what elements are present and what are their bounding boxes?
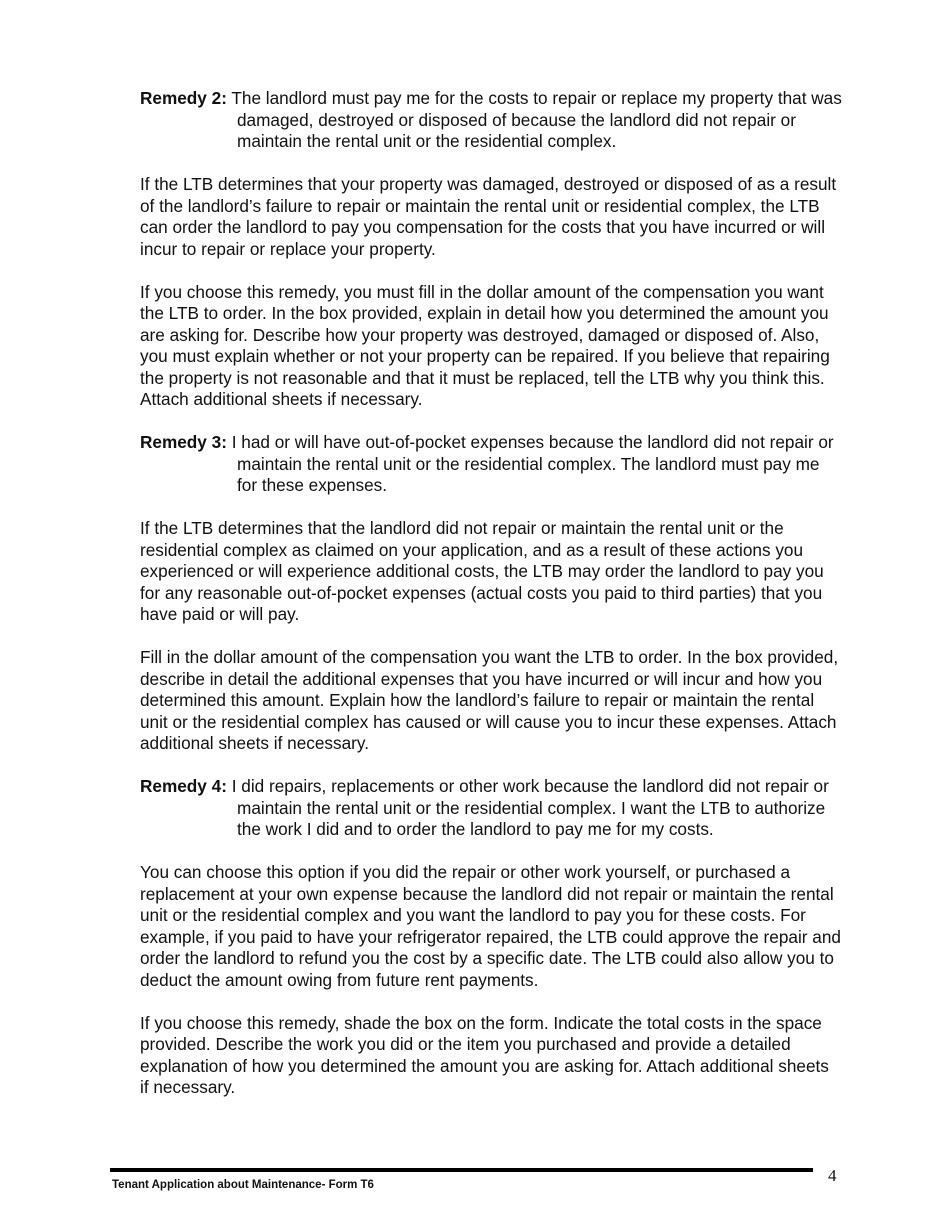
remedy-4-paragraph-2: If you choose this remedy, shade the box on the form. Indicate the total costs in the space provided. Describe the work you did or the item you purchased and provide a detailed explanation of how you determined the amount you are asking for. Attach additional sheets if necessary. (140, 1012, 829, 1097)
remedy-3 (140, 432, 842, 497)
page-number: 4 (828, 1166, 837, 1185)
remedy-2-paragraph-2: If you choose this remedy, you must fill in the dollar amount of the compensation you want the LTB to order. In the box provided, explain in detail how you determined the amount you are asking for. Describe how your property was destroyed, damaged or disposed of. Also, you must explain whether or not your property can be repaired. If you believe that repairing the property is not reasonable and that it must be replaced, tell the LTB why you think this. Attach additional sheets if necessary. (140, 281, 830, 409)
remedy-2 (140, 88, 842, 153)
remedy-3-paragraph-2: Fill in the dollar amount of the compensation you want the LTB to order. In the box provided, describe in detail the additional expenses that you have incurred or will incur and how you determined this amount. Explain how the landlord’s failure to repair or maintain the rental unit or the residential complex has caused or will cause you to incur these expenses. Attach additional sheets if necessary. (140, 647, 839, 753)
remedy-2-text: The landlord must pay me for the costs to repair or replace my property that was damaged, destroyed or disposed of because the landlord did not repair or maintain the rental unit or the residential complex. (231, 88, 842, 151)
remedy-4-label: Remedy 4: (140, 776, 227, 796)
remedy-3-text: I had or will have out-of-pocket expenses because the landlord did not repair or maintain the rental unit or the residential complex. The landlord must pay me for these expenses. (231, 432, 834, 495)
remedy-4-paragraph-1: You can choose this option if you did the repair or other work yourself, or purchased a replacement at your own expense because the landlord did not repair or maintain the rental unit or the residential complex and you want the landlord to pay you for these costs. For example, if you paid to have your refrigerator repaired, the LTB could approve the repair and order the landlord to refund you the cost by a specific date. The LTB could also allow you to deduct the amount owing from future rent payments. (140, 862, 841, 990)
page-content (140, 88, 842, 1120)
footer-rule (110, 1168, 813, 1172)
remedy-4 (140, 776, 842, 841)
remedy-4-text: I did repairs, replacements or other work because the landlord did not repair or maintain the rental unit or the residential complex. I want the LTB to authorize the work I did and to order the landlord to pay me for my costs. (231, 776, 829, 839)
remedy-2-label: Remedy 2: (140, 88, 227, 108)
remedy-3-paragraph-1: If the LTB determines that the landlord did not repair or maintain the rental unit or the residential complex as claimed on your application, and as a result of these actions you experienced or will experience additional costs, the LTB may order the landlord to pay you for any reasonable out-of-pocket expenses (actual costs you paid to third parties) that you have paid or will pay. (140, 518, 824, 624)
footer-title: Tenant Application about Maintenance- Form T6 (112, 1179, 374, 1191)
remedy-3-label: Remedy 3: (140, 432, 227, 452)
remedy-2-paragraph-1: If the LTB determines that your property was damaged, destroyed or disposed of as a result of the landlord’s failure to repair or maintain the rental unit or residential complex, the LTB can order the landlord to pay you compensation for the costs that you have incurred or will incur to repair or replace your property. (140, 174, 837, 259)
